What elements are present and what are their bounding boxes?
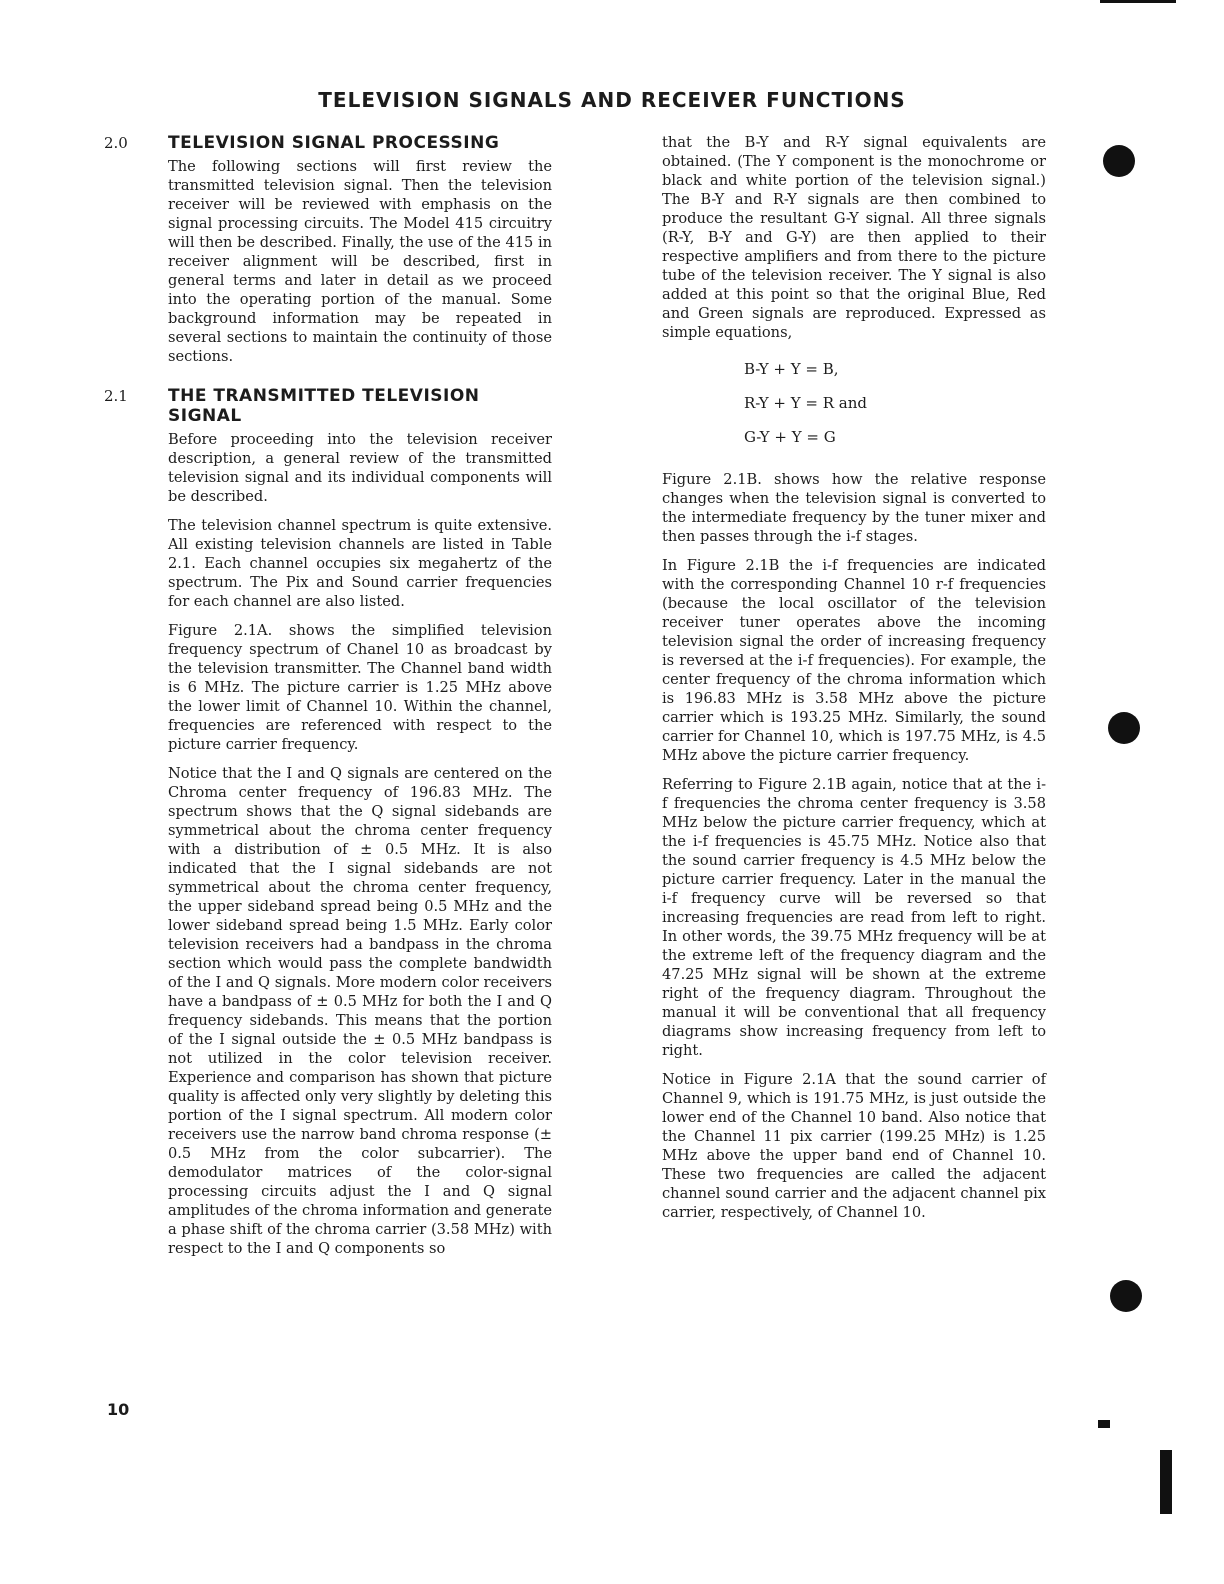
section-heading: TELEVISION SIGNAL PROCESSING: [168, 133, 500, 153]
paragraph: Notice in Figure 2.1A that the sound carrier of Channel 9, which is 191.75 MHz, is just outside the lower end of the Channel 10 band. Also notice that the Channel 11 pix carrier (199.25 MHz) is 1.25 MHz above the upper band end of Channel 10. These two frequencies are called the adjacent channel sound carrier and the adjacent channel pix carrier, respectively, of Channel 10.: [662, 1071, 1046, 1221]
paragraph: Before proceeding into the television receiver description, a general review of the transmitted television signal and its individual components will be described.: [168, 431, 552, 505]
equation: G-Y + Y = G: [744, 428, 836, 446]
section-2-1: [104, 386, 552, 1258]
scan-mark: [1100, 0, 1176, 3]
section-number: 2.1: [104, 387, 128, 405]
section-2-0: [104, 133, 553, 366]
binder-hole-icon: [1103, 145, 1135, 177]
equation: B-Y + Y = B,: [744, 360, 839, 378]
paragraph: Notice that the I and Q signals are centered on the Chroma center frequency of 196.83 MHz. The spectrum shows that the Q signal sidebands are symmetrical about the chroma center frequency with a distribution of ± 0.5 MHz. It is also indicated that the I signal sidebands are not symmetrical about the chroma center frequency, the upper sideband spread being 0.5 MHz and the lower sideband spread being 1.5 MHz. Early color television receivers had a bandpass in the chroma section which would pass the complete bandwidth of the I and Q signals. More modern color receivers have a bandpass of ± 0.5 MHz for both the I and Q frequency sidebands. This means that the portion of the I signal outside the ± 0.5 MHz bandpass is not utilized in the color television receiver. Experience and comparison has shown that picture quality is affected only very slightly by deleting this portion of the I signal spectrum. All modern color receivers use the narrow band chroma response (± 0.5 MHz from the color subcarrier). The demodulator matrices of the color-signal processing circuits adjust the I and Q signal amplitudes of the chroma information and generate a phase shift of the chroma carrier (3.58 MHz) with respect to the I and Q components so: [168, 765, 552, 1257]
paragraph: The following sections will first review the transmitted television signal. Then the television receiver will be reviewed with emphasis on the signal processing circuits. The Model 415 circuitry will then be described. Finally, the use of the 415 in receiver alignment will be described, first in general terms and later in detail as we proceed into the operating portion of the manual. Some background information may be repeated in several sections to maintain the continuity of those sections.: [168, 158, 553, 365]
paragraph: Figure 2.1B. shows how the relative response changes when the television signal is converted to the intermediate frequency by the tuner mixer and then passes through the i-f stages.: [662, 471, 1046, 545]
paragraph: The television channel spectrum is quite extensive. All existing television channels are listed in Table 2.1. Each channel occupies six megahertz of the spectrum. The Pix and Sound carrier frequencies for each channel are also listed.: [168, 517, 552, 610]
paragraph: In Figure 2.1B the i-f frequencies are indicated with the corresponding Channel 10 r-f frequencies (because the local oscillator of the television receiver tuner operates above the incoming television signal the order of increasing frequency is reversed at the i-f frequencies). For example, the center frequency of the chroma information which is 196.83 MHz is 3.58 MHz above the picture carrier which is 193.25 MHz. Similarly, the sound carrier for Channel 10, which is 197.75 MHz, is 4.5 MHz above the picture carrier frequency.: [662, 557, 1046, 764]
left-column: [104, 133, 553, 1278]
section-number: 2.0: [104, 134, 128, 152]
equations: [744, 352, 1046, 454]
paragraph: Figure 2.1A. shows the simplified television frequency spectrum of Chanel 10 as broadcast by the television transmitter. The Channel band width is 6 MHz. The picture carrier is 1.25 MHz above the lower limit of Channel 10. Within the channel, frequencies are referenced with respect to the picture carrier frequency.: [168, 622, 552, 753]
scan-mark: [1160, 1450, 1172, 1514]
paragraph: that the B-Y and R-Y signal equivalents are obtained. (The Y component is the monochrome or black and white portion of the television signal.) The B-Y and R-Y signals are then combined to produce the resultant G-Y signal. All three signals (R-Y, B-Y and G-Y) are then applied to their respective amplifiers and from there to the picture tube of the television receiver. The Y signal is also added at this point so that the original Blue, Red and Green signals are reproduced. Expressed as simple equations,: [662, 134, 1046, 341]
right-column: [662, 133, 1046, 1232]
paragraph: Referring to Figure 2.1B again, notice that at the i-f frequencies the chroma center frequency is 3.58 MHz below the picture carrier frequency, which at the i-f frequencies is 45.75 MHz. Notice also that the sound carrier frequency is 4.5 MHz below the picture carrier frequency. Later in the manual the i-f frequency curve will be reversed so that increasing frequencies are read from left to right. In other words, the 39.75 MHz frequency will be at the extreme left of the frequency diagram and the 47.25 MHz signal will be shown at the extreme right of the frequency diagram. Throughout the manual it will be conventional that all frequency diagrams show increasing frequency from left to right.: [662, 776, 1046, 1059]
page-title: TELEVISION SIGNALS AND RECEIVER FUNCTIONS: [318, 88, 906, 112]
equation: R-Y + Y = R and: [744, 394, 867, 412]
scan-mark: [1098, 1420, 1110, 1428]
page-number: 10: [107, 1400, 130, 1419]
section-heading: THE TRANSMITTED TELEVISION SIGNAL: [168, 386, 480, 426]
binder-hole-icon: [1108, 712, 1140, 744]
binder-hole-icon: [1110, 1280, 1142, 1312]
